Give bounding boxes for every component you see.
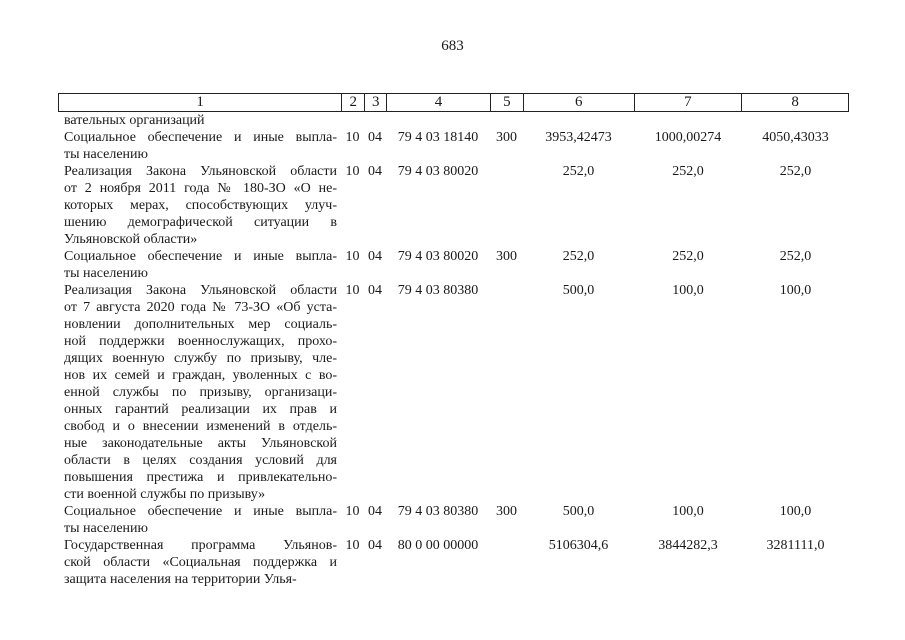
cell-c7: 100,0 [672,283,704,298]
cell-c3: 04 [368,283,382,298]
description-line: от 2 ноября 2011 года № 180-ЗО «О не- [64,181,337,196]
table-row [58,248,849,282]
cell-c4: 80 0 00 00000 [397,538,479,553]
page-number: 683 [441,38,464,54]
table-body [58,112,849,588]
table-row [58,112,849,129]
cell-c8: 3281111,0 [766,538,825,553]
cell-c6: 252,0 [562,164,595,179]
description-line: Социальное обеспечение и иные выпла- [64,504,337,519]
row-description [58,282,341,503]
description-line: защита населения на территории Улья- [64,572,297,587]
cell-c8: 252,0 [779,249,812,264]
cell-c6: 500,0 [562,283,595,298]
header-col-7: 7 [634,94,742,111]
description-line: дящих военную службу по призыву, чле- [64,351,337,366]
cell-c5 [490,537,523,588]
cell-c2: 10 [345,283,360,298]
cell-c5 [490,163,523,248]
description-line: области в целях создания условий для [64,453,337,468]
cell-c2: 10 [345,164,360,179]
description-line: онных гарантий реализации их прав и [64,402,337,417]
cell-c7: 100,0 [672,504,704,519]
description-line: шению демографической ситуации в [64,215,337,230]
row-description [58,112,341,129]
description-line: Социальное обеспечение и иные выпла- [64,249,337,264]
cell-c6: 500,0 [562,504,595,519]
description-line: ной поддержки военнослужащих, прохо- [64,334,337,349]
description-line: свобод и о внесении изменений в отдель- [64,419,337,434]
cell-c7: 1000,00274 [654,130,722,145]
row-description [58,248,341,282]
cell-c2: 10 [345,504,360,519]
cell-c2: 10 [345,538,360,553]
description-line: ской области «Социальная поддержка и [64,555,337,570]
cell-c6 [523,112,634,129]
header-col-2: 2 [341,94,364,111]
header-col-6: 6 [523,94,634,111]
header-col-8: 8 [741,94,848,111]
description-line: Социальное обеспечение и иные выпла- [64,130,337,145]
description-line: новлении дополнительных мер социаль- [64,317,337,332]
row-description [58,503,341,537]
cell-c3: 04 [368,249,382,264]
cell-c5: 300 [496,504,517,519]
cell-c5: 300 [496,249,517,264]
cell-c4: 79 4 03 80020 [397,249,479,264]
cell-c8 [742,112,849,129]
cell-c8: 4050,43033 [762,130,829,145]
cell-c7 [634,112,742,129]
description-line: которых мерах, способствующих улуч- [64,198,337,213]
cell-c8: 100,0 [779,504,812,519]
header-col-5: 5 [490,94,523,111]
description-line: сти военной службы по призыву» [64,487,266,502]
cell-c2: 10 [345,249,360,264]
description-line: ты населению [64,521,148,536]
cell-c4 [386,112,490,129]
cell-c8: 100,0 [779,283,812,298]
cell-c5 [490,112,523,129]
description-line: Ульяновской области» [64,232,198,247]
cell-c6: 3953,42473 [545,130,612,145]
cell-c4: 79 4 03 80020 [397,164,479,179]
cell-c2: 10 [345,130,360,145]
cell-c7: 252,0 [672,249,704,264]
description-line: Реализация Закона Ульяновской области [64,283,337,298]
table-row [58,503,849,537]
cell-c7: 3844282,3 [658,538,718,553]
cell-c4: 79 4 03 80380 [397,504,479,519]
description-line: ные законодательные акты Ульяновской [64,436,337,451]
description-line: от 7 августа 2020 года № 73-ЗО «Об уста- [64,300,337,315]
description-line: ты населению [64,266,148,281]
cell-c7: 252,0 [672,164,704,179]
description-line: ты населению [64,147,148,162]
header-col-3: 3 [364,94,386,111]
row-description [58,163,341,248]
row-description [58,537,341,588]
table-row [58,537,849,588]
cell-c5 [490,282,523,503]
description-line: нов их семей и граждан, уволенных с во- [64,368,337,383]
cell-c6: 5106304,6 [548,538,609,553]
header-col-4: 4 [386,94,490,111]
description-line: енной службы по призыву, организаци- [64,385,337,400]
cell-c4: 79 4 03 18140 [397,130,479,145]
cell-c3: 04 [368,130,382,145]
header-col-1: 1 [196,94,204,110]
cell-c3: 04 [368,504,382,519]
table-row [58,129,849,163]
cell-c4: 79 4 03 80380 [397,283,479,298]
table-header [58,93,849,112]
cell-c3: 04 [368,164,382,179]
table-row [58,282,849,503]
description-line: вательных организаций [64,113,205,128]
description-line: повышения престижа и привлекательно- [64,470,337,485]
cell-c8: 252,0 [779,164,812,179]
description-line: Государственная программа Ульянов- [64,538,337,553]
cell-c6: 252,0 [562,249,595,264]
row-description [58,129,341,163]
cell-c3: 04 [368,538,382,553]
table-row [58,163,849,248]
cell-c3 [364,112,386,129]
description-line: Реализация Закона Ульяновской области [64,164,337,179]
cell-c2 [341,112,364,129]
cell-c5: 300 [496,130,517,145]
